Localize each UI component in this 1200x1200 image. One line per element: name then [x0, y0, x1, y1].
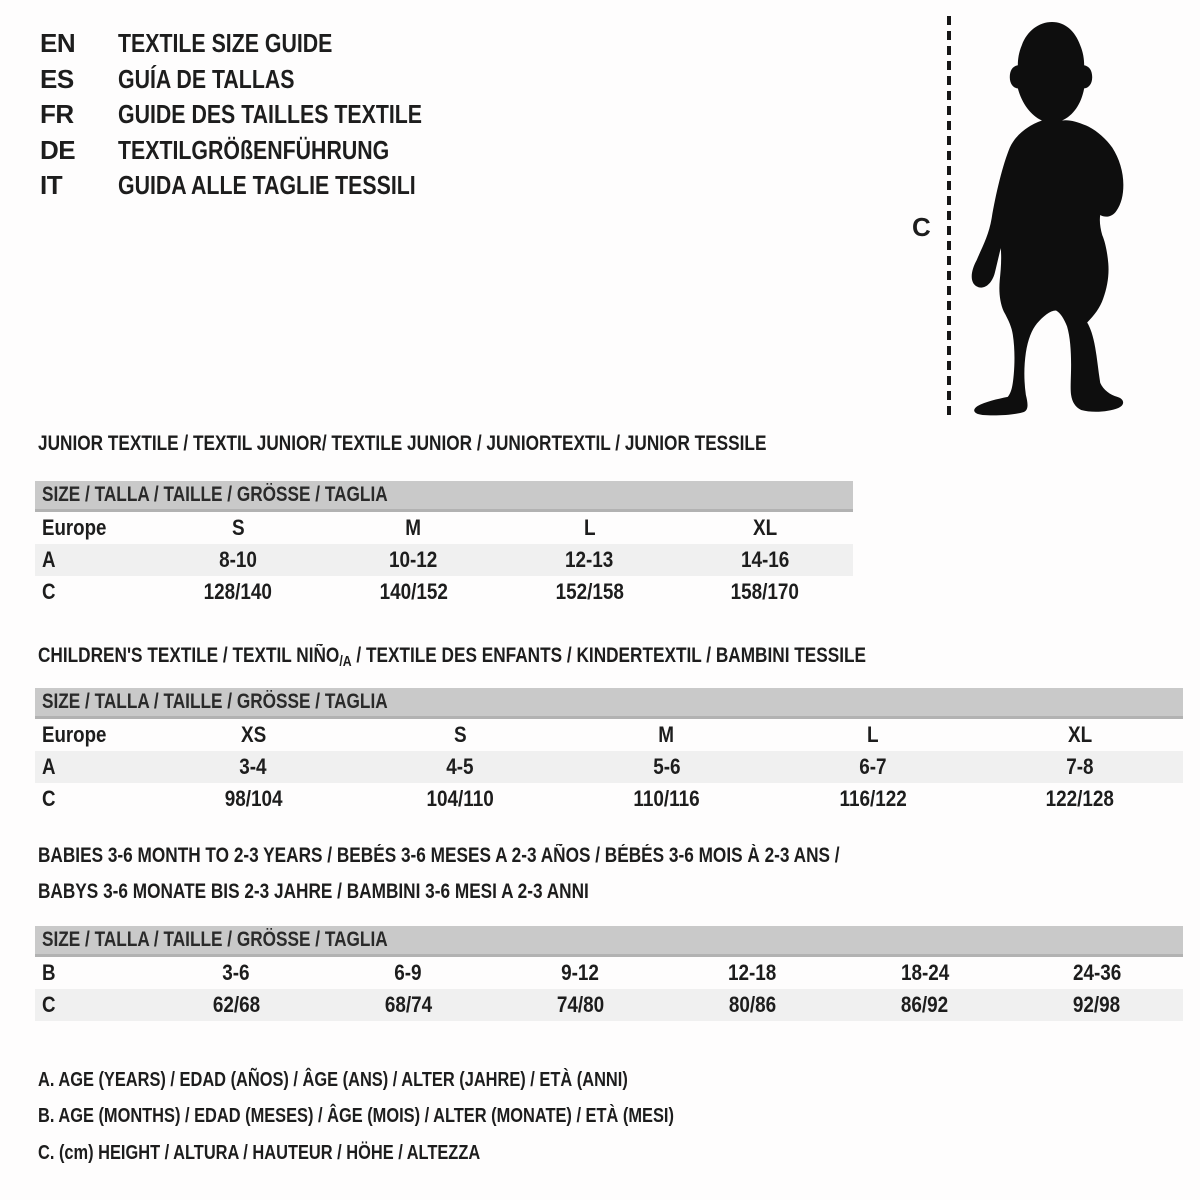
row-label: C [42, 786, 56, 811]
height-cell: 122/128 [1045, 786, 1114, 811]
size-cell: L [867, 722, 879, 747]
size-header-row: SIZE / TALLA / TAILLE / GRÖSSE / TAGLIA [35, 481, 853, 512]
table-row-age [35, 544, 853, 576]
size-cell: XS [240, 722, 266, 747]
language-code: EN [40, 28, 76, 59]
language-row-de [40, 133, 489, 169]
size-header-row: SIZE / TALLA / TAILLE / GRÖSSE / TAGLIA [35, 688, 1183, 719]
months-cell: 24-36 [1072, 960, 1122, 985]
months-cell: 9-12 [561, 960, 600, 985]
language-row-es [40, 62, 489, 98]
age-cell: 10-12 [389, 547, 438, 572]
table-row-height [35, 989, 1183, 1021]
measure-legend [38, 1062, 814, 1172]
legend-line-a: A. AGE (YEARS) / EDAD (AÑOS) / ÂGE (ANS) / ALTER (JAHRE) / ETÀ (ANNI) [38, 1068, 628, 1091]
language-code: DE [40, 134, 76, 165]
language-row-fr [40, 97, 489, 133]
age-cell: 3-4 [239, 754, 267, 779]
babies-table-title-line1: BABIES 3-6 MONTH TO 2-3 YEARS / BEBÉS 3-6 MESES A 2-3 AÑOS / BÉBÉS 3-6 MOIS À 2-3 ANS / [38, 844, 840, 867]
height-dashed-line [947, 16, 951, 416]
row-label: Europe [42, 722, 107, 747]
height-cell: 74/80 [556, 992, 605, 1017]
height-cell: 158/170 [730, 579, 800, 604]
children-table-title: CHILDREN'S TEXTILE / TEXTIL $NIÑO_{/A}$ / TEXTILE DES ENFANTS / KINDERTEXTIL / BAMBINI TESSILE [38, 644, 867, 670]
height-cell: 140/152 [379, 579, 448, 604]
row-label: C [42, 579, 56, 604]
age-cell: 6-7 [859, 754, 887, 779]
height-cell: 86/92 [901, 992, 949, 1017]
language-row-it [40, 168, 489, 204]
row-label: C [42, 992, 56, 1017]
height-cell: 110/116 [633, 786, 700, 811]
height-cell: 98/104 [224, 786, 283, 811]
row-label: A [42, 754, 56, 779]
size-cell: S [453, 722, 467, 747]
height-cell: 92/98 [1073, 992, 1121, 1017]
toddler-silhouette [966, 18, 1138, 418]
table-row-europe [35, 719, 1183, 751]
height-measure-label: C [912, 212, 931, 242]
height-cell: 116/122 [839, 786, 907, 811]
guide-title-en: TEXTILE SIZE GUIDE [118, 28, 333, 59]
months-cell: 18-24 [900, 960, 949, 985]
row-label: A [42, 547, 56, 572]
age-cell: 14-16 [740, 547, 790, 572]
age-cell: 5-6 [652, 754, 681, 779]
guide-title-it: GUIDA ALLE TAGLIE TESSILI [118, 170, 416, 201]
nino-a-subscript: /A [339, 653, 352, 670]
table-row-height [35, 576, 853, 608]
guide-title-es: GUÍA DE TALLAS [118, 63, 295, 94]
months-cell: 6-9 [394, 960, 422, 985]
row-label: B [42, 960, 56, 985]
size-cell: XL [1067, 722, 1092, 747]
language-code: IT [40, 170, 63, 201]
height-cell: 62/68 [212, 992, 260, 1017]
row-label: Europe [42, 515, 107, 540]
age-cell: 12-13 [565, 547, 614, 572]
size-cell: S [231, 515, 245, 540]
language-code: FR [40, 99, 74, 130]
guide-title-fr: GUIDE DES TAILLES TEXTILE [118, 99, 423, 130]
months-cell: 3-6 [222, 960, 250, 985]
table-row-height [35, 783, 1183, 815]
table-row-europe [35, 512, 853, 544]
junior-table-title: JUNIOR TEXTILE / TEXTIL JUNIOR/ TEXTILE JUNIOR / JUNIORTEXTIL / JUNIOR TESSILE [38, 432, 767, 455]
legend-line-c: C. (cm) HEIGHT / ALTURA / HAUTEUR / HÖHE / ALTEZZA [38, 1141, 481, 1164]
size-cell: M [405, 515, 422, 540]
height-cell: 80/86 [728, 992, 777, 1017]
table-row-months [35, 957, 1183, 989]
age-cell: 8-10 [218, 547, 257, 572]
height-cell: 152/158 [555, 579, 624, 604]
junior-size-table [35, 481, 853, 608]
height-cell: 128/140 [203, 579, 273, 604]
size-cell: L [583, 515, 596, 540]
height-cell: 104/110 [426, 786, 494, 811]
legend-line-b: B. AGE (MONTHS) / EDAD (MESES) / ÂGE (MOIS) / ALTER (MONATE) / ETÀ (MESI) [38, 1105, 674, 1128]
guide-title-de: TEXTILGRÖßENFÜHRUNG [118, 134, 390, 165]
babies-table-title-line2: BABYS 3-6 MONATE BIS 2-3 JAHRE / BAMBINI 3-6 MESI A 2-3 ANNI [38, 880, 589, 903]
size-header-row: SIZE / TALLA / TAILLE / GRÖSSE / TAGLIA [35, 926, 1183, 957]
children-size-table [35, 688, 1183, 815]
size-cell: XL [753, 515, 778, 540]
height-cell: 68/74 [384, 992, 432, 1017]
language-row-en [40, 26, 489, 62]
babies-size-table [35, 926, 1183, 1021]
age-cell: 4-5 [446, 754, 474, 779]
months-cell: 12-18 [728, 960, 777, 985]
age-cell: 7-8 [1066, 754, 1094, 779]
language-title-block [40, 26, 489, 204]
language-code: ES [40, 63, 74, 94]
size-cell: M [658, 722, 675, 747]
table-row-age [35, 751, 1183, 783]
